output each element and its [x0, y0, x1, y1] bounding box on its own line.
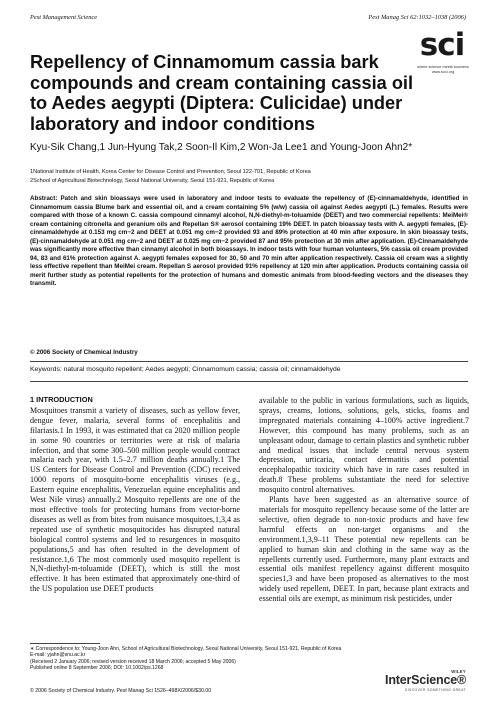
page-copyright: © 2006 Society of Chemical Industry. Pest Manag Sci 1526–498X/2006/$30.00: [30, 688, 212, 694]
footnote-rule: [30, 643, 100, 644]
divider-top: [30, 361, 468, 362]
footnote-email: E-mail: yjahn@snu.ac.kr: [30, 652, 86, 658]
introduction-paragraph-2: Plants have been suggested as an alternative source of materials for mosquito repellency because some of the latter are selective, often degrade to non-toxic products and have few harmful effects on non-target organisms and the environment.1,3,9–11 These potential new repellents can be applied to human skin and clothing in the same way as the repellents currently used. Furthermore, many plant extracts and essential oils manifest repellency against different mosquito species1,3 and have been proposed as alternatives to the most widely used repellent, DEET. In part, because plant extracts and essential oils are exempt, as minimum risk pesticides, under: [259, 495, 469, 604]
introduction-paragraph-1-continued: available to the public in various formulations, such as liquids, sprays, creams, lotions, solutions, gels, sticks, foams and impregnated materials containing 4–100% active ingredient.7 However, this compound has many problems, such as an unpleasant odour, damage to certain plastics and synthetic rubber and medical issues that include central nervous system depression, urticaria, contact dermatitis and potential encephalopathic toxicity which have in rare cases resulted in death.8 These problems substantiate the need for selective mosquito control alternatives.: [259, 396, 469, 495]
divider-bottom: [30, 381, 468, 382]
affiliation-2: 2School of Agricultural Biotechnology, Seoul National University, Seoul 151-921, Republic of Korea: [30, 178, 275, 184]
author-list: Kyu-Sik Chang,1 Jun-Hyung Tak,2 Soon-Il Kim,2 Won-Ja Lee1 and Young-Joon Ahn2*: [30, 142, 413, 153]
running-header-journal: Pest Management Science: [30, 14, 98, 21]
introduction-paragraph-1: Mosquitoes transmit a variety of diseases, such as yellow fever, dengue fever, malaria, several forms of encephalitis and filariasis.1 In 1993, it was estimated that ca 2020 million people in some 90 countries or territories were at risk of malaria infection, and that some 300–500 million people would contract malaria each year, with 1.5–2.7 million deaths annually.1 The US Centers for Disease Control and Prevention (CDC) received 1000 reports of mosquito-borne encephalitis viruses (e.g., Eastern equine encephalitis, Venezuelan equine encephalitis and West Nile virus) annually.2 Mosquito repellents are one of the most effective tools for protecting humans from vector-borne diseases as well as from bites from nuisance mosquitoes,1,3,4 as repeated use of synthetic mosquitocides has disrupted natural biological control systems and led to resurgences in mosquito populations,5 and has often resulted in the development of resistance.1,6 The most commonly used mosquito repellent is N,N-diethyl-m-toluamide (DEET), which is still the most effective. It has been estimated that approximately one-third of the US population use DEET products: [30, 405, 240, 594]
abstract: Abstract: Patch and skin bioassays were used in laboratory and indoor tests to evaluate the repellency of (E)-cinnamaldehyde, identified in Cinnamomum cassia Blume bark and essential oil, and a cream containing 5% (w/w) cassia oil against Aedes aegypti (L.) females. Results were compared with those of a known C. cassia compound cinnamyl alcohol, N,N-diethyl-m-toluamide (DEET) and two commercial repellents: MeiMei® cream containing citronella and geranium oils and Repellan S® aerosol containing 19% DEET. In patch bioassay tests with A. aegypti females, (E)-cinnamaldehyde at 0.153 mg cm−2 and DEET at 0.051 mg cm−2 provided 93 and 89% protection at 40 min after exposure. In skin bioassay tests, (E)-cinnamaldehyde at 0.051 mg cm−2 and DEET at 0.025 mg cm−2 provided 87 and 95% protection at 30 min after application. (E)-Cinnamaldehyde was significantly more effective than cinnamyl alcohol in both bioassays. In indoor tests with four human volunteers, 5% cassia oil cream provided 94, 83 and 61% protection against A. aegypti females exposed for 30, 50 and 70 min after application respectively. Cassia oil cream was a slightly less effective repellent than MeiMei cream. Repellan S aerosol provided 91% repellency at 120 min after application. Products containing cassia oil merit further study as potential repellents for the protection of humans and domestic animals from blood-feeding vectors and the diseases they transmit.: [30, 195, 468, 288]
footnote-published: Published online 8 September 2006; DOI: 10.1002/ps.1268: [30, 665, 164, 671]
keywords: Keywords: natural mosquito repellent; Aedes aegypti; Cinnamomum cassia; cassia oil; cinnamaldehyde: [30, 366, 341, 373]
body-column-left: [30, 395, 240, 594]
wiley-interscience-logo: [356, 669, 466, 693]
wiley-logo-small-text: WILEY: [451, 669, 466, 674]
footnote-received: (Received 2 January 2006; revised version received 18 March 2006; accepted 5 May 2006): [30, 659, 236, 665]
footnote-correspondence: ∗ Correspondence to: Young-Joon Ahn, School of Agricultural Biotechnology, Seoul National University, Seoul 151-921, Republic of Korea: [30, 646, 342, 652]
article-title: Repellency of Cinnamomum cassia bark compounds and cream containing cassia oil to Aedes aegypti (Diptera: Culicidae) under laboratory and indoor conditions: [30, 52, 414, 134]
abstract-copyright: © 2006 Society of Chemical Industry: [30, 349, 138, 356]
wiley-logo-tagline: DISCOVER SOMETHING GREAT: [404, 688, 466, 692]
body-column-right: [259, 396, 469, 604]
running-header-citation: Pest Manag Sci 62:1032–1038 (2006): [368, 14, 466, 21]
sci-logo-wordmark: sci: [419, 27, 465, 63]
sci-logo-tagline: where science meets business www.soci.org: [417, 65, 469, 74]
interscience-wordmark: InterScience®: [385, 673, 466, 687]
section-heading-introduction: 1 INTRODUCTION: [30, 395, 93, 404]
affiliation-1: 1National Institute of Health, Korea Center for Disease Control and Prevention, Seoul 122-701, Republic of Korea: [30, 169, 311, 175]
